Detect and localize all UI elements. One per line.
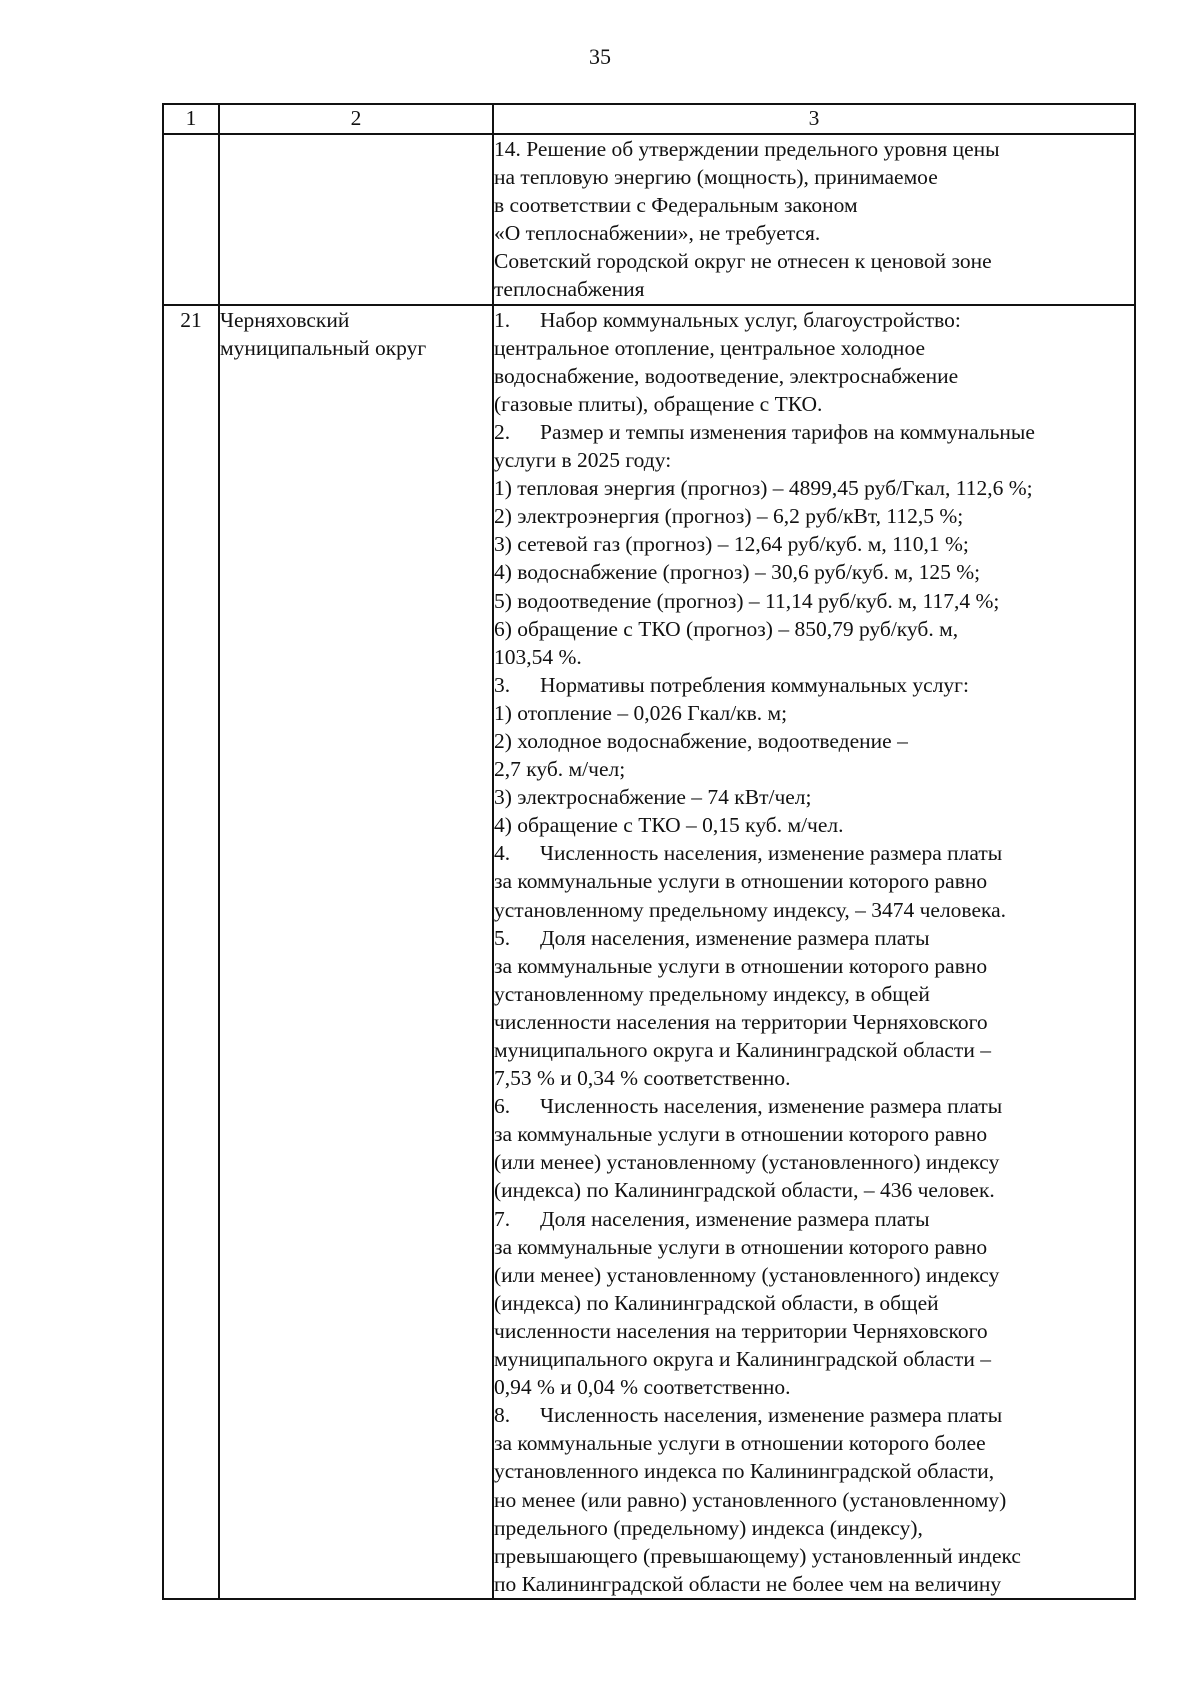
list-item-marker: 5.: [494, 925, 511, 950]
text-line: 2) холодное водоснабжение, водоотведение –: [494, 728, 908, 753]
list-item-4: [494, 839, 1134, 867]
text-line: установленному предельному индексу, – 3474 человека.: [494, 897, 1007, 922]
header-col-2: 2: [219, 104, 493, 134]
text-line: за коммунальные услуги в отношении которого равно: [494, 869, 988, 894]
cell-municipality: [219, 134, 493, 305]
text-line: за коммунальные услуги в отношении которого равно: [494, 953, 988, 978]
text-line: 103,54 %.: [494, 644, 582, 669]
text-line: в соответствии с Федеральным законом: [494, 193, 858, 218]
text-line: 0,94 % и 0,04 % соответственно.: [494, 1375, 791, 1400]
list-item-marker: 3.: [494, 672, 511, 697]
list-item-marker: 2.: [494, 419, 511, 444]
list-item-text: Размер и темпы изменения тарифов на коммунальные: [540, 419, 1035, 444]
municipality-name-line: муниципальный округ: [220, 335, 427, 360]
list-item-text: Нормативы потребления коммунальных услуг:: [540, 672, 969, 697]
list-item-text: Численность населения, изменение размера платы: [540, 1094, 1003, 1119]
text-line: (или менее) установленному (установленного) индексу: [494, 1150, 1000, 1175]
text-line: за коммунальные услуги в отношении которого равно: [494, 1234, 988, 1259]
list-item-5: [494, 924, 1134, 952]
list-item-text: Набор коммунальных услуг, благоустройство:: [540, 307, 961, 332]
text-line: 2,7 куб. м/чел;: [494, 757, 626, 782]
list-item-7: [494, 1205, 1134, 1233]
text-line: 1) тепловая энергия (прогноз) – 4899,45 руб/Гкал, 112,6 %;: [494, 476, 1033, 501]
list-item-2: [494, 418, 1134, 446]
text-line: но менее (или равно) установленного (установленному): [494, 1487, 1007, 1512]
text-line: предельного (предельному) индекса (индексу),: [494, 1515, 923, 1540]
text-line: превышающего (превышающему) установленный индекс: [494, 1543, 1021, 1568]
text-line: (индекса) по Калининградской области, в общей: [494, 1290, 939, 1315]
text-line: теплоснабжения: [494, 277, 645, 302]
list-item-1: [494, 306, 1134, 334]
list-item-marker: 7.: [494, 1206, 511, 1231]
text-line: установленному предельному индексу, в общей: [494, 981, 930, 1006]
text-line: 2) электроэнергия (прогноз) – 6,2 руб/кВт, 112,5 %;: [494, 504, 964, 529]
table-row-continuation: [163, 134, 1135, 305]
text-line: за коммунальные услуги в отношении которого равно: [494, 1122, 988, 1147]
text-line: муниципального округа и Калининградской области –: [494, 1347, 991, 1372]
list-item-text: Доля населения, изменение размера платы: [540, 925, 930, 950]
cell-content: [493, 134, 1135, 305]
text-line: (индекса) по Калининградской области, – 436 человек.: [494, 1178, 995, 1203]
text-line: Советский городской округ не отнесен к ценовой зоне: [494, 249, 992, 274]
text-line: муниципального округа и Калининградской области –: [494, 1038, 991, 1062]
text-line: 4) обращение с ТКО – 0,15 куб. м/чел.: [494, 813, 844, 838]
text-line: услуги в 2025 году:: [494, 448, 672, 473]
text-line: 3) сетевой газ (прогноз) – 12,64 руб/куб. м, 110,1 %;: [494, 532, 969, 557]
text-line: установленного индекса по Калининградской области,: [494, 1459, 995, 1484]
page-number: 35: [589, 44, 611, 69]
text-line: (газовые плиты), обращение с ТКО.: [494, 391, 823, 416]
list-item-marker: 1.: [494, 307, 511, 332]
list-item-3: [494, 671, 1134, 699]
text-line: (или менее) установленному (установленного) индексу: [494, 1262, 1000, 1287]
text-line: «О теплоснабжении», не требуется.: [494, 221, 821, 246]
municipality-name: [219, 305, 493, 1599]
list-item-text: Численность населения, изменение размера платы: [540, 841, 1003, 866]
header-col-1: 1: [163, 104, 219, 134]
list-item-text: Численность населения, изменение размера платы: [540, 1403, 1003, 1428]
text-line: 1) отопление – 0,026 Гкал/кв. м;: [494, 700, 788, 725]
list-item-8: [494, 1401, 1134, 1429]
cell-content: [493, 305, 1135, 1599]
list-item-marker: 4.: [494, 841, 511, 866]
list-item-6: [494, 1092, 1134, 1120]
text-line: 6) обращение с ТКО (прогноз) – 850,79 руб/куб. м,: [494, 616, 959, 641]
row-number: 21: [163, 305, 219, 1599]
text-line: по Калининградской области не более чем на величину: [494, 1571, 1002, 1596]
text-line: 5) водоотведение (прогноз) – 11,14 руб/куб. м, 117,4 %;: [494, 588, 1000, 613]
text-line: 14. Решение об утверждении предельного уровня цены: [494, 137, 1000, 161]
cell-number: [163, 134, 219, 305]
text-line: численности населения на территории Черняховского: [494, 1009, 988, 1034]
text-line: за коммунальные услуги в отношении которого более: [494, 1431, 986, 1456]
document-table: [162, 103, 1136, 1600]
text-line: водоснабжение, водоотведение, электроснабжение: [494, 363, 959, 388]
text-line: 4) водоснабжение (прогноз) – 30,6 руб/куб. м, 125 %;: [494, 560, 981, 585]
table-row-21: [163, 305, 1135, 1599]
text-line: 3) электроснабжение – 74 кВт/чел;: [494, 785, 812, 810]
text-line: 7,53 % и 0,34 % соответственно.: [494, 1066, 791, 1091]
text-line: на тепловую энергию (мощность), принимаемое: [494, 165, 938, 190]
municipality-name-line: Черняховский: [220, 307, 350, 332]
text-line: численности населения на территории Черняховского: [494, 1318, 988, 1343]
table-header-row: [163, 104, 1135, 134]
list-item-marker: 8.: [494, 1403, 511, 1428]
list-item-text: Доля населения, изменение размера платы: [540, 1206, 930, 1231]
header-col-3: 3: [493, 104, 1135, 134]
text-line: центральное отопление, центральное холодное: [494, 335, 925, 360]
list-item-marker: 6.: [494, 1094, 511, 1119]
